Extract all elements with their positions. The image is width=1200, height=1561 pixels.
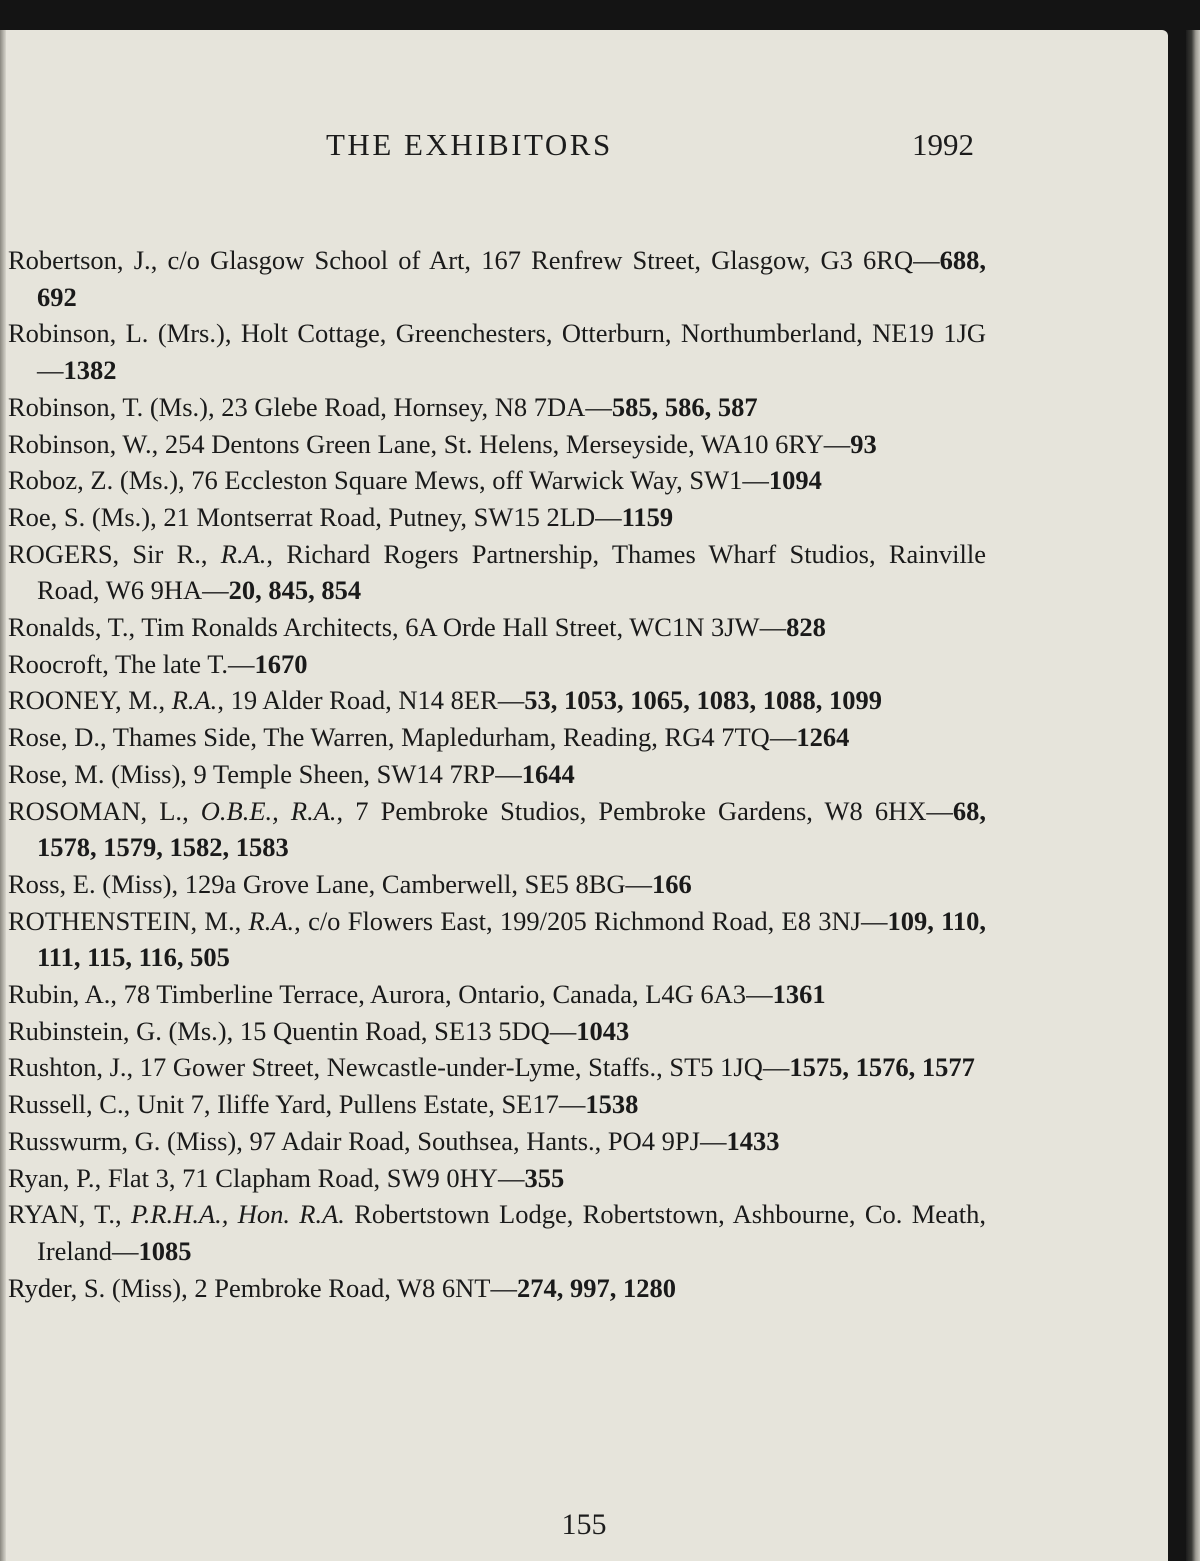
exhibit-numbers: 1159 — [621, 501, 674, 532]
exhibitor-entry: Russell, C., Unit 7, Iliffe Yard, Pullens Estate, SE17—1538 — [8, 1089, 639, 1120]
exhibitor-name: Ryder, S. (Miss) — [8, 1272, 182, 1303]
book-page — [0, 30, 1168, 1561]
exhibitor-address: Flat 3, 71 Clapham Road, SW9 0HY — [107, 1162, 498, 1193]
exhibitor-address: 76 Eccleston Square Mews, off Warwick Way, SW1 — [191, 465, 743, 496]
exhibitor-entry: Robinson, L. (Mrs.), Holt Cottage, Greenchesters, Otterburn, Northumberland, NE19 1JG—1382 — [8, 318, 987, 386]
exhibitor-name: Robinson, T. (Ms.) — [8, 391, 208, 422]
exhibit-numbers: 1575, 1576, 1577 — [789, 1052, 975, 1083]
exhibit-numbers: 68, 1578, 1579, 1582, 1583 — [37, 795, 987, 863]
exhibit-numbers: 109, 110, 111, 115, 116, 505 — [37, 905, 987, 973]
exhibit-numbers: 585, 586, 587 — [611, 391, 758, 422]
exhibitor-address: Tim Ronalds Architects, 6A Orde Hall Street, WC1N 3JW — [141, 612, 760, 643]
exhibitor-entry: ROSOMAN, L., O.B.E., R.A., 7 Pembroke Studios, Pembroke Gardens, W8 6HX—68, 1578, 1579, 1582, 1583 — [8, 795, 987, 863]
exhibitor-entry: Rose, M. (Miss), 9 Temple Sheen, SW14 7RP—1644 — [8, 758, 575, 789]
exhibitor-honours: R.A. — [220, 538, 267, 569]
exhibitor-entry: Ryder, S. (Miss), 2 Pembroke Road, W8 6NT—274, 997, 1280 — [8, 1272, 676, 1303]
exhibit-numbers: 1382 — [63, 355, 117, 386]
exhibitor-address: 17 Gower Street, Newcastle-under-Lyme, Staffs., ST5 1JQ — [139, 1052, 763, 1083]
exhibit-numbers: 1043 — [576, 1015, 630, 1046]
exhibitor-name: Rubin, A. — [8, 979, 111, 1010]
exhibitor-address: Unit 7, Iliffe Yard, Pullens Estate, SE17 — [136, 1089, 559, 1120]
exhibitor-name: ROSOMAN, L. — [8, 795, 183, 826]
exhibitor-entry: Ronalds, T., Tim Ronalds Architects, 6A Orde Hall Street, WC1N 3JW—828 — [8, 612, 826, 643]
exhibitor-name: Rubinstein, G. (Ms.) — [8, 1015, 227, 1046]
exhibitor-honours: O.B.E., R.A. — [200, 795, 337, 826]
exhibitor-honours: R.A. — [248, 905, 295, 936]
exhibitor-entry: Rushton, J., 17 Gower Street, Newcastle-under-Lyme, Staffs., ST5 1JQ—1575, 1576, 1577 — [8, 1052, 975, 1083]
exhibitor-entry: ROONEY, M., R.A., 19 Alder Road, N14 8ER—53, 1053, 1065, 1083, 1088, 1099 — [8, 685, 882, 716]
exhibitor-entry: Rose, D., Thames Side, The Warren, Mapledurham, Reading, RG4 7TQ—1264 — [8, 722, 850, 753]
exhibitor-entry: Russwurm, G. (Miss), 97 Adair Road, Southsea, Hants., PO4 9PJ—1433 — [8, 1125, 780, 1156]
exhibitor-name: ROONEY, M. — [8, 685, 159, 716]
exhibitor-address: 21 Montserrat Road, Putney, SW15 2LD — [163, 501, 596, 532]
exhibitor-entry: Ryan, P., Flat 3, 71 Clapham Road, SW9 0HY—355 — [8, 1162, 565, 1193]
exhibit-numbers: 53, 1053, 1065, 1083, 1088, 1099 — [524, 685, 882, 716]
exhibitor-entry: Roocroft, The late T.—1670 — [8, 648, 308, 679]
exhibitor-honours: R.A. — [171, 685, 218, 716]
exhibitor-name: Rushton, J. — [8, 1052, 127, 1083]
exhibit-numbers: 1361 — [772, 979, 826, 1010]
exhibitor-name: Ronalds, T. — [8, 612, 129, 643]
exhibitor-list — [8, 242, 986, 1306]
exhibitor-name: Russell, C. — [8, 1089, 124, 1120]
exhibitor-entry: Robinson, W., 254 Dentons Green Lane, St. Helens, Merseyside, WA10 6RY—93 — [8, 428, 877, 459]
exhibit-numbers: 688, 692 — [37, 245, 986, 312]
running-title: THE EXHIBITORS — [326, 127, 613, 162]
exhibit-numbers: 1085 — [138, 1235, 192, 1266]
exhibitor-address: Richard Rogers Partnership, Thames Wharf Studios, Rainville Road, W6 9HA — [37, 538, 987, 606]
exhibit-numbers: 274, 997, 1280 — [516, 1272, 676, 1303]
exhibitor-address: Holt Cottage, Greenchesters, Otterburn, Northumberland, NE19 1JG — [240, 318, 987, 349]
exhibitor-address: 2 Pembroke Road, W8 6NT — [194, 1272, 491, 1303]
exhibitor-entry: RYAN, T., P.R.H.A., Hon. R.A. Robertstown Lodge, Robertstown, Ashbourne, Co. Meath, Ireland—1085 — [8, 1199, 987, 1266]
exhibit-numbers: 1538 — [585, 1089, 639, 1120]
exhibit-numbers: 1264 — [796, 722, 850, 753]
exhibit-numbers: 93 — [850, 428, 877, 459]
exhibit-numbers: 20, 845, 854 — [228, 575, 362, 606]
exhibitor-entry: Roe, S. (Ms.), 21 Montserrat Road, Putney, SW15 2LD—1159 — [8, 501, 674, 532]
exhibitor-entry: Rubin, A., 78 Timberline Terrace, Aurora, Ontario, Canada, L4G 6A3—1361 — [8, 979, 826, 1010]
exhibitor-entry: ROGERS, Sir R., R.A., Richard Rogers Partnership, Thames Wharf Studios, Rainville Road, W6 9HA—20, 845, 854 — [8, 538, 987, 606]
exhibitor-address: 97 Adair Road, Southsea, Hants., PO4 9PJ — [249, 1125, 700, 1156]
exhibit-numbers: 828 — [786, 612, 826, 643]
exhibitor-name: Roboz, Z. (Ms.) — [8, 465, 179, 496]
exhibit-numbers: 1433 — [726, 1125, 780, 1156]
exhibitor-entry: Ross, E. (Miss), 129a Grove Lane, Camberwell, SE5 8BG—166 — [8, 868, 692, 899]
exhibitor-name: Rose, D. — [8, 722, 101, 753]
exhibitor-name: Robinson, W. — [8, 428, 152, 459]
exhibitor-name: ROGERS, Sir R. — [8, 538, 201, 569]
exhibit-numbers: 1670 — [254, 648, 308, 679]
exhibitor-entry: ROTHENSTEIN, M., R.A., c/o Flowers East, 199/205 Richmond Road, E8 3NJ—109, 110, 111, 115, 116, 505 — [8, 905, 987, 973]
exhibitor-name: Roe, S. (Ms.) — [8, 501, 151, 532]
exhibitor-name: Rose, M. (Miss) — [8, 758, 181, 789]
exhibitor-name: Russwurm, G. (Miss) — [8, 1125, 237, 1156]
page-edge — [1186, 30, 1200, 1561]
exhibitor-honours: P.R.H.A., Hon. R.A. — [130, 1199, 345, 1230]
exhibitor-entry: Rubinstein, G. (Ms.), 15 Quentin Road, SE13 5DQ—1043 — [8, 1015, 630, 1046]
exhibitor-entry: Robinson, T. (Ms.), 23 Glebe Road, Hornsey, N8 7DA—585, 586, 587 — [8, 391, 758, 422]
exhibitor-name: Ryan, P. — [8, 1162, 95, 1193]
exhibitor-address: 7 Pembroke Studios, Pembroke Gardens, W8 6HX — [355, 795, 927, 826]
exhibitor-address: c/o Glasgow School of Art, 167 Renfrew Street, Glasgow, G3 6RQ — [167, 245, 914, 275]
exhibitor-name: Robertson, J. — [8, 245, 151, 275]
running-header — [0, 127, 1168, 167]
exhibitor-name: Robinson, L. (Mrs.) — [8, 318, 225, 349]
exhibitor-address: Robertstown Lodge, Robertstown, Ashbourne, Co. Meath, Ireland — [37, 1199, 987, 1266]
exhibit-numbers: 166 — [652, 868, 692, 899]
exhibitor-name: ROTHENSTEIN, M. — [8, 905, 235, 936]
exhibitor-address: 129a Grove Lane, Camberwell, SE5 8BG — [184, 868, 626, 899]
exhibitor-address: 15 Quentin Road, SE13 5DQ — [239, 1015, 550, 1046]
exhibitor-entry: Robertson, J., c/o Glasgow School of Art, 167 Renfrew Street, Glasgow, G3 6RQ—688, 692 — [8, 245, 986, 312]
exhibitor-address: 19 Alder Road, N14 8ER — [230, 685, 498, 716]
exhibit-numbers: 1644 — [521, 758, 575, 789]
exhibitor-address: 23 Glebe Road, Hornsey, N8 7DA — [221, 391, 586, 422]
exhibitor-entry: Roboz, Z. (Ms.), 76 Eccleston Square Mews, off Warwick Way, SW1—1094 — [8, 465, 822, 496]
exhibitor-address: Thames Side, The Warren, Mapledurham, Reading, RG4 7TQ — [112, 722, 770, 753]
running-year: 1992 — [912, 127, 974, 162]
exhibitor-address: 78 Timberline Terrace, Aurora, Ontario, Canada, L4G 6A3 — [123, 979, 747, 1010]
page-gutter — [0, 30, 6, 1561]
exhibitor-name: RYAN, T. — [8, 1199, 116, 1230]
exhibitor-name: Roocroft, The late T. — [8, 648, 229, 679]
exhibit-numbers: 1094 — [768, 465, 822, 496]
exhibitor-name: Ross, E. (Miss) — [8, 868, 172, 899]
page-number: 155 — [561, 1508, 607, 1541]
exhibitor-address: 254 Dentons Green Lane, St. Helens, Merseyside, WA10 6RY — [164, 428, 824, 459]
exhibitor-address: c/o Flowers East, 199/205 Richmond Road, E8 3NJ — [308, 905, 861, 936]
exhibitor-address: 9 Temple Sheen, SW14 7RP — [193, 758, 496, 789]
exhibit-numbers: 355 — [524, 1162, 565, 1193]
